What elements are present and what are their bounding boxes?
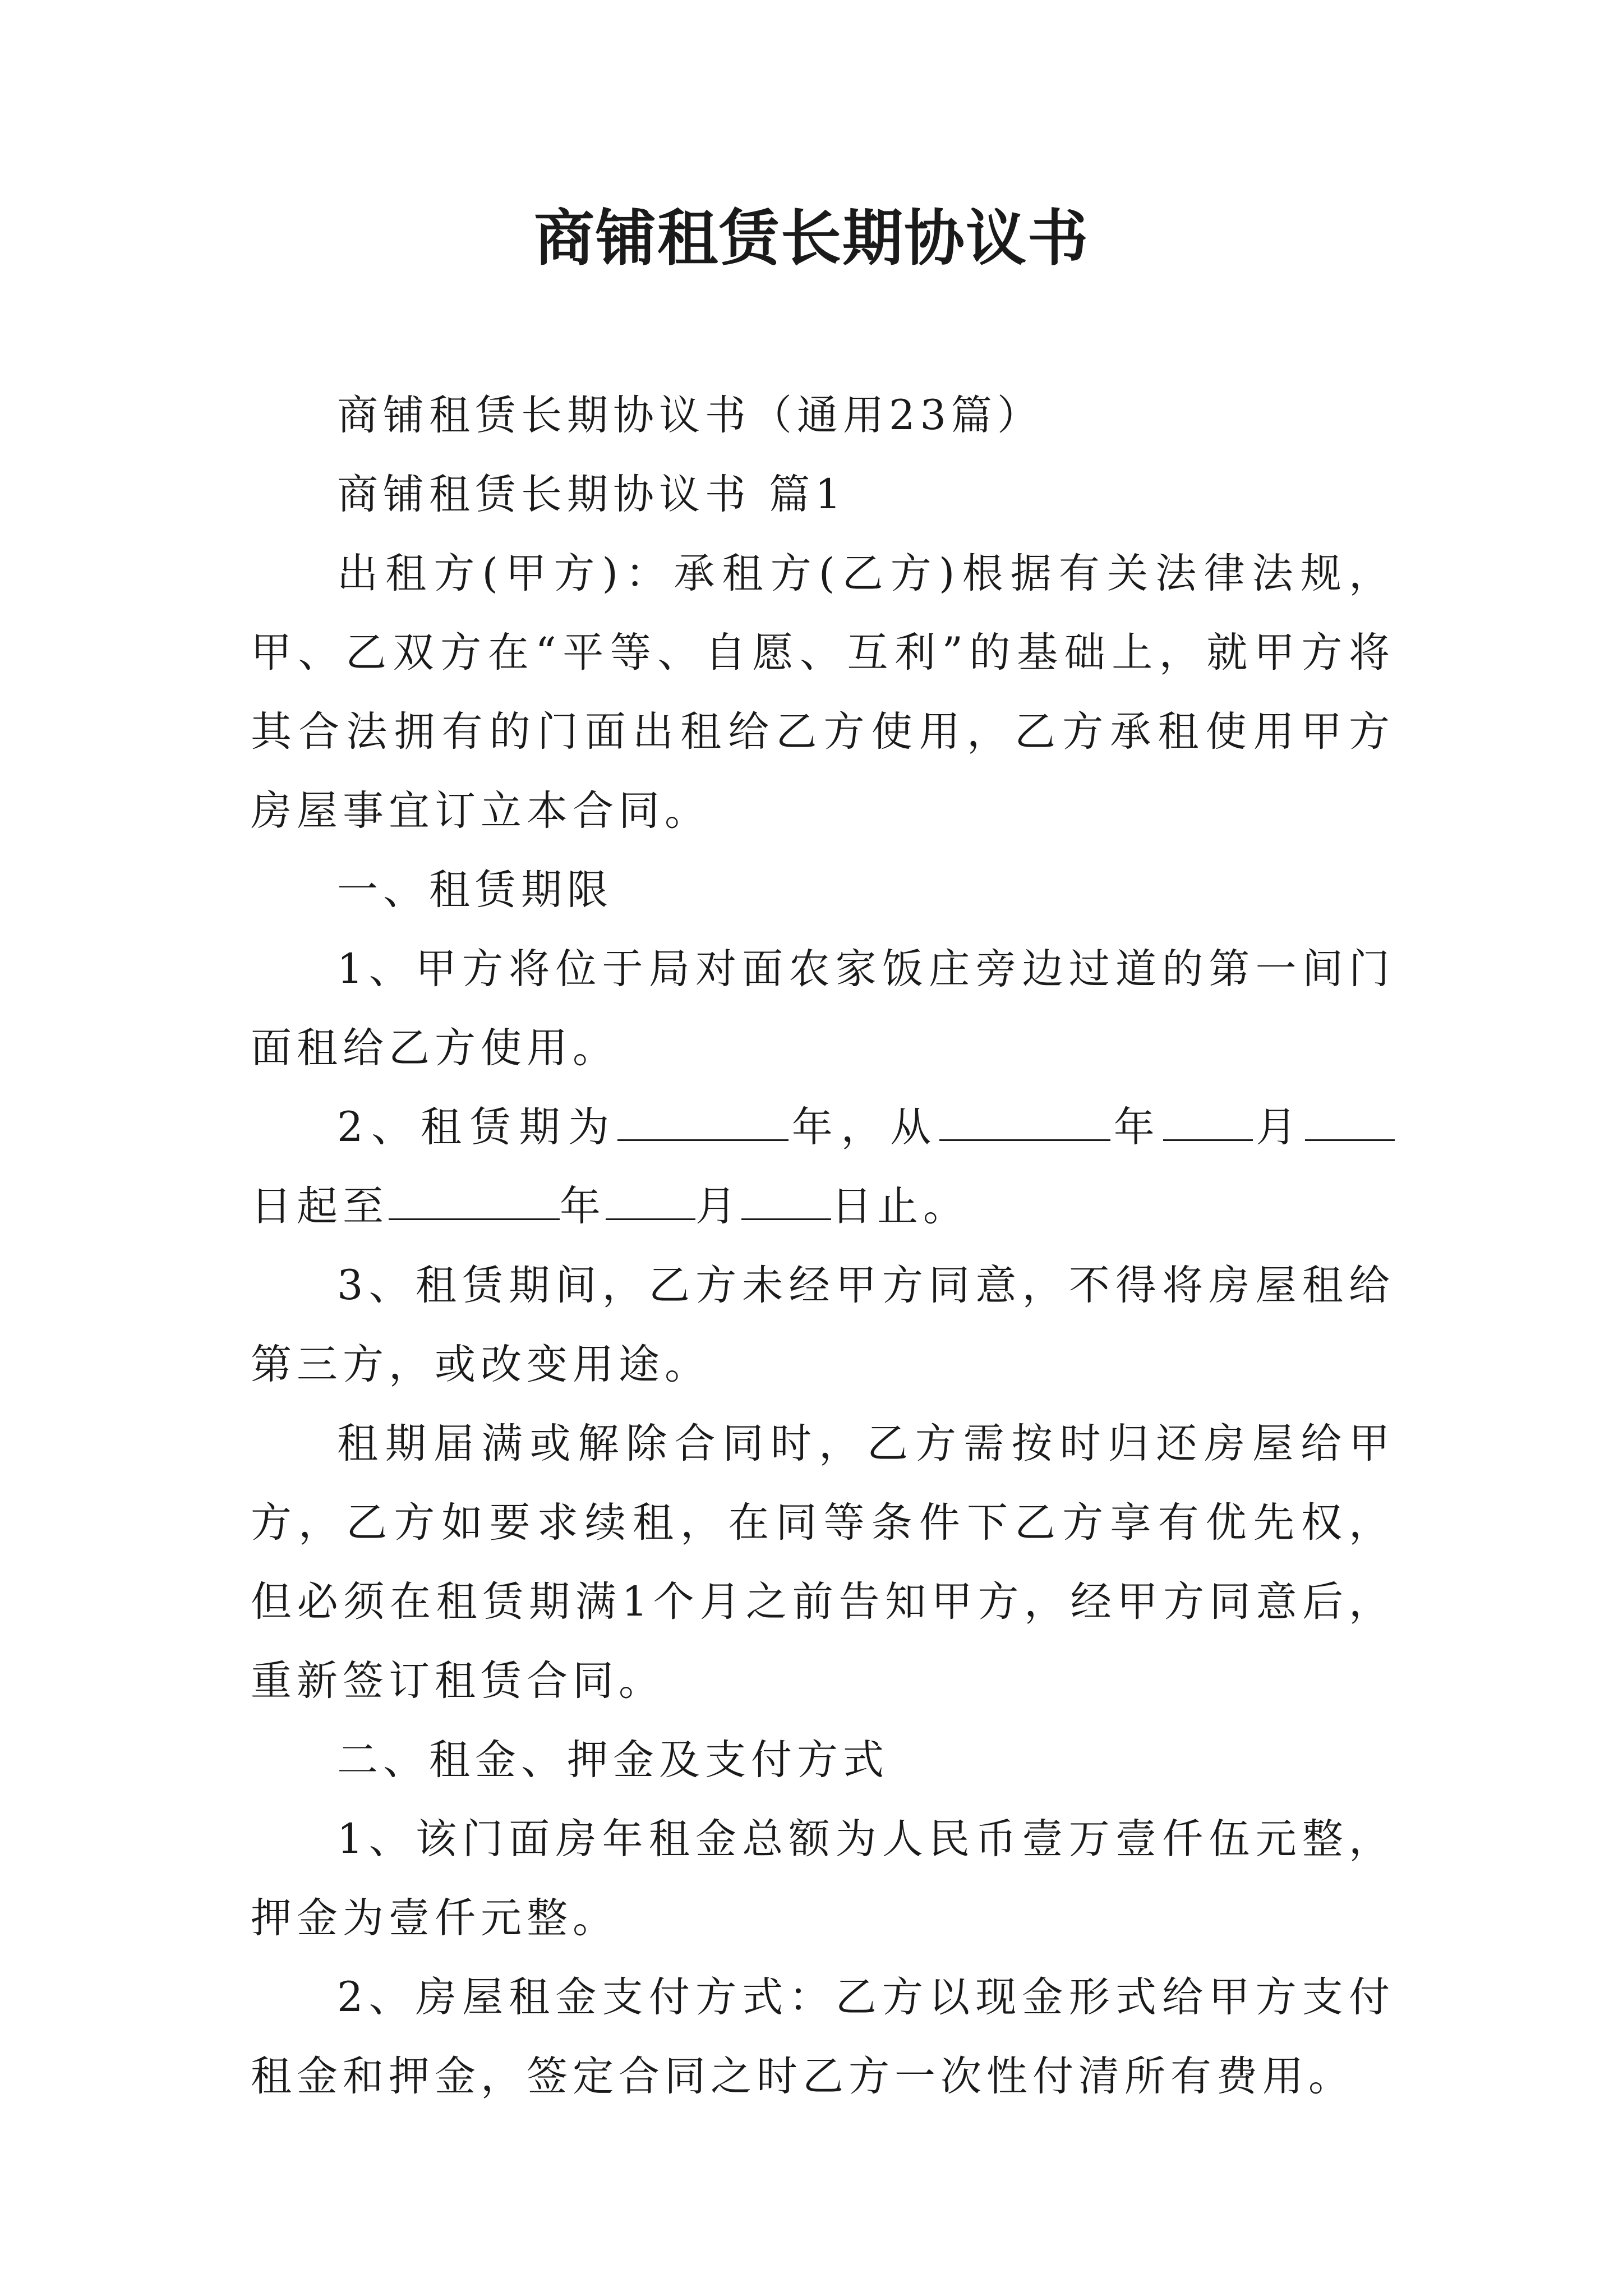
clause-1-2-part-c: 年 <box>1110 1103 1163 1151</box>
clause-1-2 <box>251 1088 1395 1246</box>
intro-paragraph: 出租方(甲方)：承租方(乙方)根据有关法律法规，甲、乙双方在“平等、自愿、互利”的基础上，就甲方将其合法拥有的门面出租给乙方使用，乙方承租使用甲方房屋事宜订立本合同。 <box>251 550 1395 835</box>
section-heading: 商铺租赁长期协议书 篇1 <box>337 471 846 518</box>
clause-1-2-part-d: 月 <box>1252 1103 1306 1151</box>
blank-end-month <box>606 1186 695 1220</box>
blank-years <box>617 1107 789 1141</box>
blank-end-day <box>741 1186 831 1220</box>
heading-rent-deposit: 二、租金、押金及支付方式 <box>337 1736 889 1784</box>
clause-1-2-part-g: 月 <box>695 1182 741 1230</box>
blank-start-year <box>939 1107 1110 1141</box>
clause-1-2-part-e: 日起至 <box>251 1182 389 1230</box>
document-subtitle: 商铺租赁长期协议书（通用23篇） <box>337 392 1043 439</box>
clause-1-1: 1、甲方将位于局对面农家饭庄旁边过道的第一间门面租给乙方使用。 <box>251 945 1395 1072</box>
clause-2-1: 1、该门面房年租金总额为人民币壹万壹仟伍元整，押金为壹仟元整。 <box>251 1815 1395 1942</box>
clause-1-2-part-h: 日止。 <box>831 1182 969 1230</box>
clause-1-2-part-f: 年 <box>560 1182 606 1230</box>
clause-2-2: 2、房屋租金支付方式：乙方以现金形式给甲方支付租金和押金，签定合同之时乙方一次性付清所有费用。 <box>251 1973 1395 2100</box>
clause-1-3: 3、租赁期间，乙方未经甲方同意，不得将房屋租给第三方，或改变用途。 <box>251 1262 1395 1388</box>
blank-start-month <box>1163 1107 1253 1141</box>
blank-start-day <box>1305 1107 1395 1141</box>
document-body <box>251 376 1395 2116</box>
clause-1-2-part-b: 年，从 <box>788 1103 939 1151</box>
clause-1-4: 租期届满或解除合同时，乙方需按时归还房屋给甲方，乙方如要求续租，在同等条件下乙方享有优先权，但必须在租赁期满1个月之前告知甲方，经甲方同意后，重新签订租赁合同。 <box>251 1420 1395 1705</box>
heading-lease-term: 一、租赁期限 <box>337 866 613 914</box>
document-title: 商铺租赁长期协议书 <box>533 203 1089 274</box>
blank-end-year <box>389 1186 560 1220</box>
clause-1-2-part-a: 2、租赁期为 <box>337 1103 617 1151</box>
